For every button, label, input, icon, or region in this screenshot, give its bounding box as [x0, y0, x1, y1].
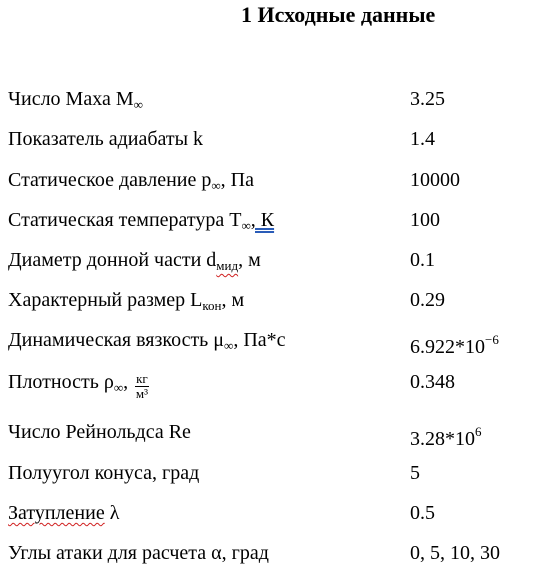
fraction-denominator: м³ — [135, 386, 148, 401]
param-label-text: Статическое давление p — [8, 169, 212, 191]
param-row-characteristic-size — [0, 287, 548, 317]
density-unit-fraction — [135, 372, 149, 401]
param-label — [8, 207, 274, 239]
param-value: 3.25 — [410, 88, 445, 110]
param-value — [410, 419, 482, 452]
param-value: 10000 — [410, 169, 460, 191]
param-row-static-pressure — [0, 167, 548, 197]
param-row-mach — [0, 86, 548, 116]
param-label-text: Динамическая вязкость μ — [8, 329, 225, 351]
param-label-text: Плотность ρ — [8, 371, 114, 393]
param-label-subscript: ∞ — [211, 178, 221, 193]
param-label-subscript: ∞ — [113, 380, 124, 395]
param-value: 0.29 — [410, 289, 445, 311]
param-value-exponent: −6 — [485, 332, 499, 347]
param-label-unit: , К — [250, 209, 275, 231]
param-label-text: Диаметр донной части d — [8, 249, 217, 271]
param-value: 0.1 — [410, 249, 435, 271]
param-value — [410, 327, 499, 360]
param-label-symbol: λ — [104, 502, 120, 524]
param-label-text: Характерный размер L — [8, 289, 203, 311]
fraction-numerator: кг — [136, 371, 148, 386]
param-label-text: Статическая температура T — [8, 209, 242, 231]
param-label-subscript: мид — [216, 258, 239, 273]
param-label-unit: , Па*с — [233, 329, 286, 351]
param-label: Углы атаки для расчета α, град — [8, 542, 269, 564]
param-label-unit: , Па — [220, 169, 254, 191]
param-label-subscript: ∞ — [241, 218, 251, 233]
param-label-text: Число Маха M — [8, 88, 134, 110]
param-value: 0.348 — [410, 371, 455, 393]
param-value: 1.4 — [410, 128, 435, 150]
section-heading-wrap — [0, 2, 548, 30]
param-label-unit: , — [123, 371, 134, 393]
param-label — [8, 369, 149, 401]
param-label: Показатель адиабаты k — [8, 128, 204, 150]
param-value: 5 — [410, 462, 420, 484]
param-value-mantissa: 3.28*10 — [410, 428, 475, 450]
param-row-static-temperature — [0, 207, 548, 237]
param-row-bluntness — [0, 500, 548, 530]
param-label: Число Рейнольдса Re — [8, 421, 191, 443]
param-value: 0.5 — [410, 502, 435, 524]
param-label — [8, 500, 119, 526]
param-row-adiabatic-index — [0, 126, 548, 156]
param-label: Полуугол конуса, град — [8, 462, 200, 484]
param-row-dynamic-viscosity — [0, 327, 548, 357]
param-label-text: Затупление — [8, 502, 105, 524]
param-label-unit: , м — [221, 289, 245, 311]
param-label-subscript: кон — [202, 298, 222, 313]
param-value: 0, 5, 10, 30 — [410, 542, 500, 564]
section-heading: 1 Исходные данные — [241, 2, 436, 27]
param-label — [8, 287, 244, 319]
param-label — [8, 327, 286, 359]
param-row-angles-of-attack — [0, 540, 548, 570]
param-row-reynolds — [0, 419, 548, 449]
param-value-exponent: 6 — [475, 424, 482, 439]
param-row-base-diameter — [0, 247, 548, 277]
param-label — [8, 86, 143, 118]
param-row-density — [0, 369, 548, 399]
param-value: 100 — [410, 209, 440, 231]
param-label — [8, 167, 254, 199]
param-label-subscript: ∞ — [224, 338, 234, 353]
param-label-unit: , м — [238, 249, 261, 271]
param-value-mantissa: 6.922*10 — [410, 336, 485, 358]
param-label — [8, 247, 261, 279]
param-label-subscript: ∞ — [133, 97, 143, 112]
param-row-cone-half-angle — [0, 460, 548, 490]
